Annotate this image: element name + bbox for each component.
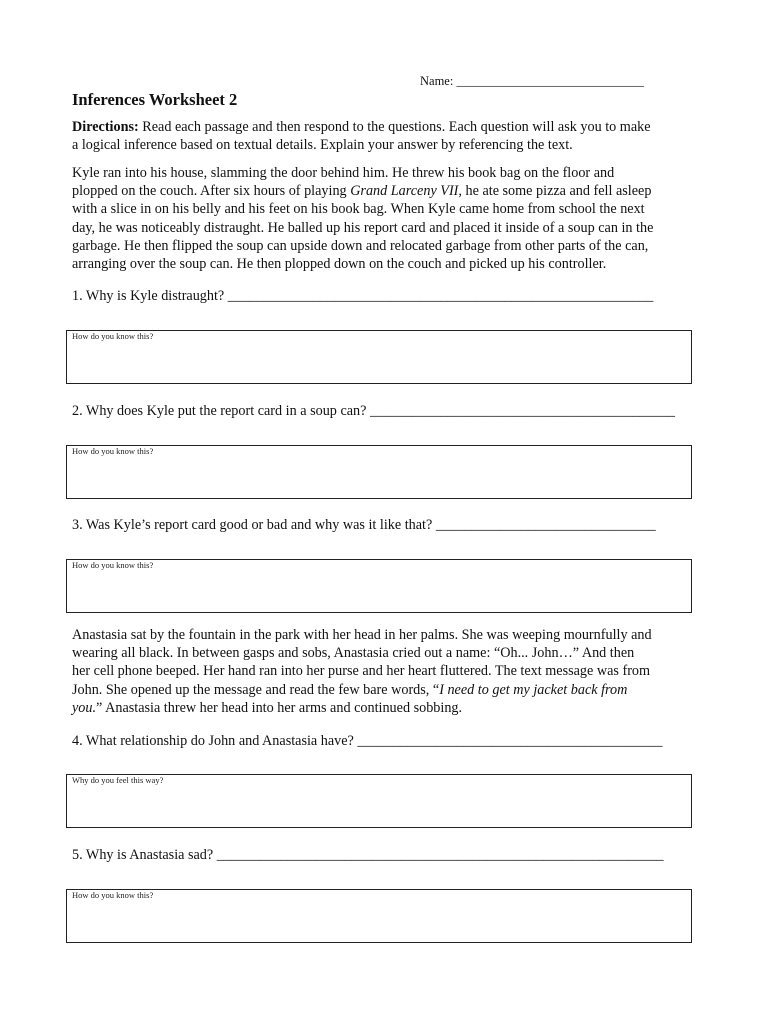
answer-box-5[interactable] bbox=[66, 889, 692, 943]
text-message-quote: you. bbox=[72, 699, 97, 716]
passage-text: John. She opened up the message and read the few bare words, “ bbox=[72, 681, 440, 698]
name-field[interactable]: Name: ______________________________ bbox=[420, 74, 644, 88]
answer-box-prompt: Why do you feel this way? bbox=[72, 775, 164, 785]
passage-line: day, he was noticeably distraught. He balled up his report card and placed it inside of a soup can in the bbox=[72, 219, 654, 236]
answer-box-4[interactable] bbox=[66, 774, 692, 828]
directions-label: Directions: bbox=[72, 119, 139, 135]
question-3[interactable]: 3. Was Kyle’s report card good or bad and why was it like that? _______________________________ bbox=[72, 517, 656, 533]
question-1[interactable]: 1. Why is Kyle distraught? ____________________________________________________________ bbox=[72, 288, 654, 304]
question-4[interactable]: 4. What relationship do John and Anastasia have? ___________________________________________ bbox=[72, 733, 663, 749]
passage-line bbox=[72, 699, 700, 717]
passage-line: Anastasia sat by the fountain in the park with her head in her palms. She was weeping mournfully and bbox=[72, 627, 652, 643]
answer-box-3[interactable] bbox=[66, 559, 692, 613]
question-2[interactable]: 2. Why does Kyle put the report card in a soup can? ___________________________________________ bbox=[72, 403, 676, 419]
answer-box-2[interactable] bbox=[66, 445, 692, 499]
passage-line: arranging over the soup can. He then plopped down on the couch and picked up his controller. bbox=[72, 256, 607, 273]
passage-line: garbage. He then flipped the soup can upside down and relocated garbage from other parts of the can, bbox=[72, 237, 649, 254]
directions-paragraph bbox=[72, 118, 700, 154]
passage-line: her cell phone beeped. Her hand ran into her purse and her heart fluttered. The text message was from bbox=[72, 663, 651, 680]
passage-anastasia bbox=[72, 626, 700, 717]
directions-text: Read each passage and then respond to the questions. Each question will ask you to make bbox=[138, 119, 651, 135]
page-title: Inferences Worksheet 2 bbox=[72, 90, 238, 109]
passage-text: , he ate some pizza and fell asleep bbox=[458, 183, 652, 200]
passage-line: Kyle ran into his house, slamming the door behind him. He threw his book bag on the floor and bbox=[72, 165, 615, 181]
passage-line: with a slice in on his belly and his feet on his book bag. When Kyle came home from school the next bbox=[72, 201, 645, 218]
answer-box-prompt: How do you know this? bbox=[72, 890, 154, 900]
question-5[interactable]: 5. Why is Anastasia sad? _______________________________________________________________ bbox=[72, 847, 664, 863]
answer-box-1[interactable] bbox=[66, 330, 692, 384]
passage-line bbox=[72, 182, 700, 200]
answer-box-prompt: How do you know this? bbox=[72, 560, 154, 570]
directions-line-1 bbox=[72, 118, 700, 136]
passage-text: ” Anastasia threw her head into her arms and continued sobbing. bbox=[96, 699, 463, 716]
text-message-quote: I need to get my jacket back from bbox=[439, 681, 628, 698]
answer-box-prompt: How do you know this? bbox=[72, 331, 154, 341]
directions-line-2: a logical inference based on textual details. Explain your answer by referencing the text. bbox=[72, 137, 573, 154]
answer-box-prompt: How do you know this? bbox=[72, 446, 154, 456]
game-title: Grand Larceny VII bbox=[350, 183, 459, 200]
passage-kyle bbox=[72, 164, 700, 273]
passage-text: plopped on the couch. After six hours of playing bbox=[72, 183, 351, 200]
passage-line: wearing all black. In between gasps and sobs, Anastasia cried out a name: “Oh... John…” And then bbox=[72, 645, 635, 662]
passage-line bbox=[72, 681, 700, 699]
